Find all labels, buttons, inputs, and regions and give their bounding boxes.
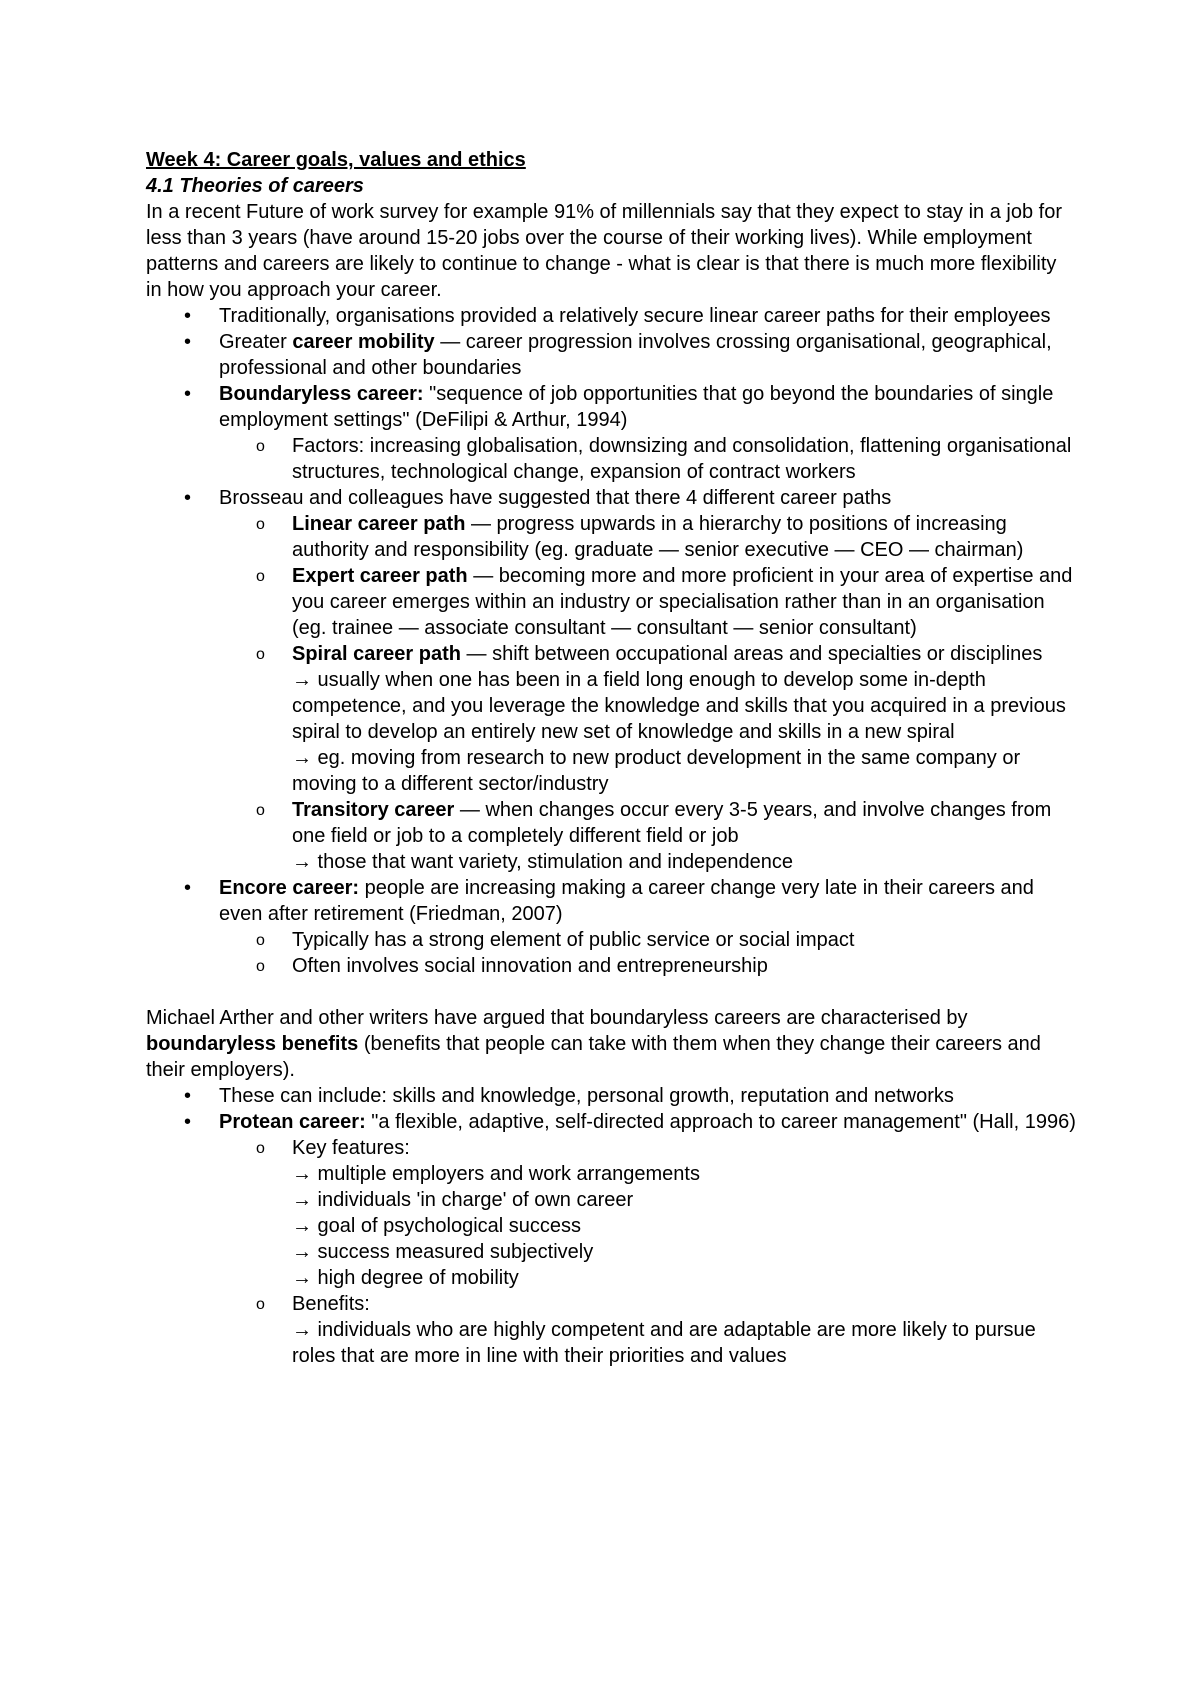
intro-paragraph: In a recent Future of work survey for example 91% of millennials say that they expect to stay in a job for less than 3 years (have around 15-20 jobs over the course of their working lives). While employment patterns and careers are likely to continue to change - what is clear is that there is much more flexibility in how you approach your career.	[146, 201, 1062, 301]
sub-list	[219, 433, 1076, 485]
sub-list	[219, 511, 1076, 875]
sub-list-item: o Typically has a strong element of public service or social impact	[219, 927, 1076, 953]
bullet-icon: •	[184, 1111, 192, 1133]
list-item: • These can include: skills and knowledge, personal growth, reputation and networks	[184, 1085, 954, 1107]
circle-bullet-icon: o	[256, 646, 265, 663]
arrow-note: → success measured subjectively	[292, 1241, 594, 1263]
bullet-icon: •	[184, 331, 192, 353]
sub-list-item: o Factors: increasing globalisation, downsizing and consolidation, flattening organisational structures, technological change, expansion of contract workers	[256, 435, 1072, 483]
circle-bullet-icon: o	[256, 568, 265, 585]
list-item: • Brosseau and colleagues have suggested that there 4 different career paths o Linear career path — progress upwards in a hierarchy to positions of increasing authority and responsibility (eg. graduate — senior executive — CEO — chairman) o Expert career path — becoming more and more proficient in your area of expertise and you career emerges within an industry or specialisation rather than in an organisation (eg. trainee — associate consultant — consultant — senior consultant) o Spiral career path — shift between occupational areas and specialties or disciplines → usually when one has been in a field long enough to develop some in-depth competence, and you leverage the knowledge and skills that you acquired in a previous spiral to develop an entirely new set of knowledge and skills in a new spiral → eg. moving from research to new product development in the same company or moving to a different sector/industry o Transitory career — when changes occur every 3-5 years, and involve changes from one field or job to a completely different field or job → those that want variety, stimulation and independence	[146, 485, 1076, 875]
arrow-note: → those that want variety, stimulation and independence	[292, 851, 794, 873]
arrow-note: → high degree of mobility	[292, 1267, 519, 1289]
boundaryless-benefits-paragraph: Michael Arther and other writers have argued that boundaryless careers are characterised by boundaryless benefits (benefits that people can take with them when they change their careers and their employers).	[146, 1007, 1041, 1081]
arrow-note: → eg. moving from research to new product development in the same company or moving to a different sector/industry	[292, 747, 1021, 795]
document-body	[146, 147, 1076, 1369]
circle-bullet-icon: o	[256, 438, 265, 455]
bullet-icon: •	[184, 383, 192, 405]
arrow-note: → usually when one has been in a field long enough to develop some in-depth competence, and you leverage the knowledge and skills that you acquired in a previous spiral to develop an entirely new set of knowledge and skills in a new spiral	[292, 669, 1066, 743]
bullet-icon: •	[184, 487, 192, 509]
sub-list	[219, 1135, 1076, 1369]
arrow-note: → goal of psychological success	[292, 1215, 582, 1237]
list-item: • Encore career: people are increasing making a career change very late in their careers and even after retirement (Friedman, 2007) o Typically has a strong element of public service or social impact o Often involves social innovation and entrepreneurship	[146, 875, 1076, 979]
list-item: • Traditionally, organisations provided a relatively secure linear career paths for their employees	[184, 305, 1051, 327]
circle-bullet-icon: o	[256, 516, 265, 533]
career-theories-list	[146, 303, 1076, 979]
circle-bullet-icon: o	[256, 958, 265, 975]
list-item: • Boundaryless career: "sequence of job opportunities that go beyond the boundaries of single employment settings" (DeFilipi & Arthur, 1994) o Factors: increasing globalisation, downsizing and consolidation, flattening organisational structures, technological change, expansion of contract workers	[146, 381, 1076, 485]
circle-bullet-icon: o	[256, 802, 265, 819]
sub-list-item: o Benefits: → individuals who are highly competent and are adaptable are more likely to pursue roles that are more in line with their priorities and values	[219, 1291, 1076, 1369]
page-title: Week 4: Career goals, values and ethics	[146, 149, 526, 171]
paragraph-spacer	[146, 979, 1076, 1005]
bullet-icon: •	[184, 877, 192, 899]
protean-career-list	[146, 1083, 1076, 1369]
arrow-note: → multiple employers and work arrangements	[292, 1163, 700, 1185]
circle-bullet-icon: o	[256, 932, 265, 949]
arrow-note: → individuals who are highly competent and are adaptable are more likely to pursue roles that are more in line with their priorities and values	[292, 1319, 1036, 1367]
sub-list-item: o Expert career path — becoming more and more proficient in your area of expertise and you career emerges within an industry or specialisation rather than in an organisation (eg. trainee — associate consultant — consultant — senior consultant)	[256, 565, 1073, 639]
list-item: • Greater career mobility — career progression involves crossing organisational, geographical, professional and other boundaries	[184, 331, 1052, 379]
sub-list-item: o Often involves social innovation and entrepreneurship	[219, 953, 1076, 979]
circle-bullet-icon: o	[256, 1296, 265, 1313]
sub-list	[219, 927, 1076, 979]
bullet-icon: •	[184, 1085, 192, 1107]
circle-bullet-icon: o	[256, 1140, 265, 1157]
arrow-note: → individuals 'in charge' of own career	[292, 1189, 634, 1211]
section-heading: 4.1 Theories of careers	[146, 175, 364, 197]
list-item: • Protean career: "a flexible, adaptive, self-directed approach to career management" (Hall, 1996) o Key features: → multiple employers and work arrangements → individuals 'in charge' of own career → goal of psychological success → success measured subjectively → high degree of mobility o Benefits: → individuals who are highly competent and are adaptable are more likely to pursue roles that are more in line with their priorities and values	[184, 1111, 1076, 1367]
sub-list-item: o Linear career path — progress upwards in a hierarchy to positions of increasing authority and responsibility (eg. graduate — senior executive — CEO — chairman)	[256, 513, 1024, 561]
sub-list-item: o Transitory career — when changes occur every 3-5 years, and involve changes from one field or job to a completely different field or job → those that want variety, stimulation and independence	[219, 797, 1076, 875]
sub-list-item: o Spiral career path — shift between occupational areas and specialties or disciplines → usually when one has been in a field long enough to develop some in-depth competence, and you leverage the knowledge and skills that you acquired in a previous spiral to develop an entirely new set of knowledge and skills in a new spiral → eg. moving from research to new product development in the same company or moving to a different sector/industry	[219, 641, 1076, 797]
bullet-icon: •	[184, 305, 192, 327]
sub-list-item: o Key features: → multiple employers and work arrangements → individuals 'in charge' of own career → goal of psychological success → success measured subjectively → high degree of mobility	[219, 1135, 1076, 1291]
